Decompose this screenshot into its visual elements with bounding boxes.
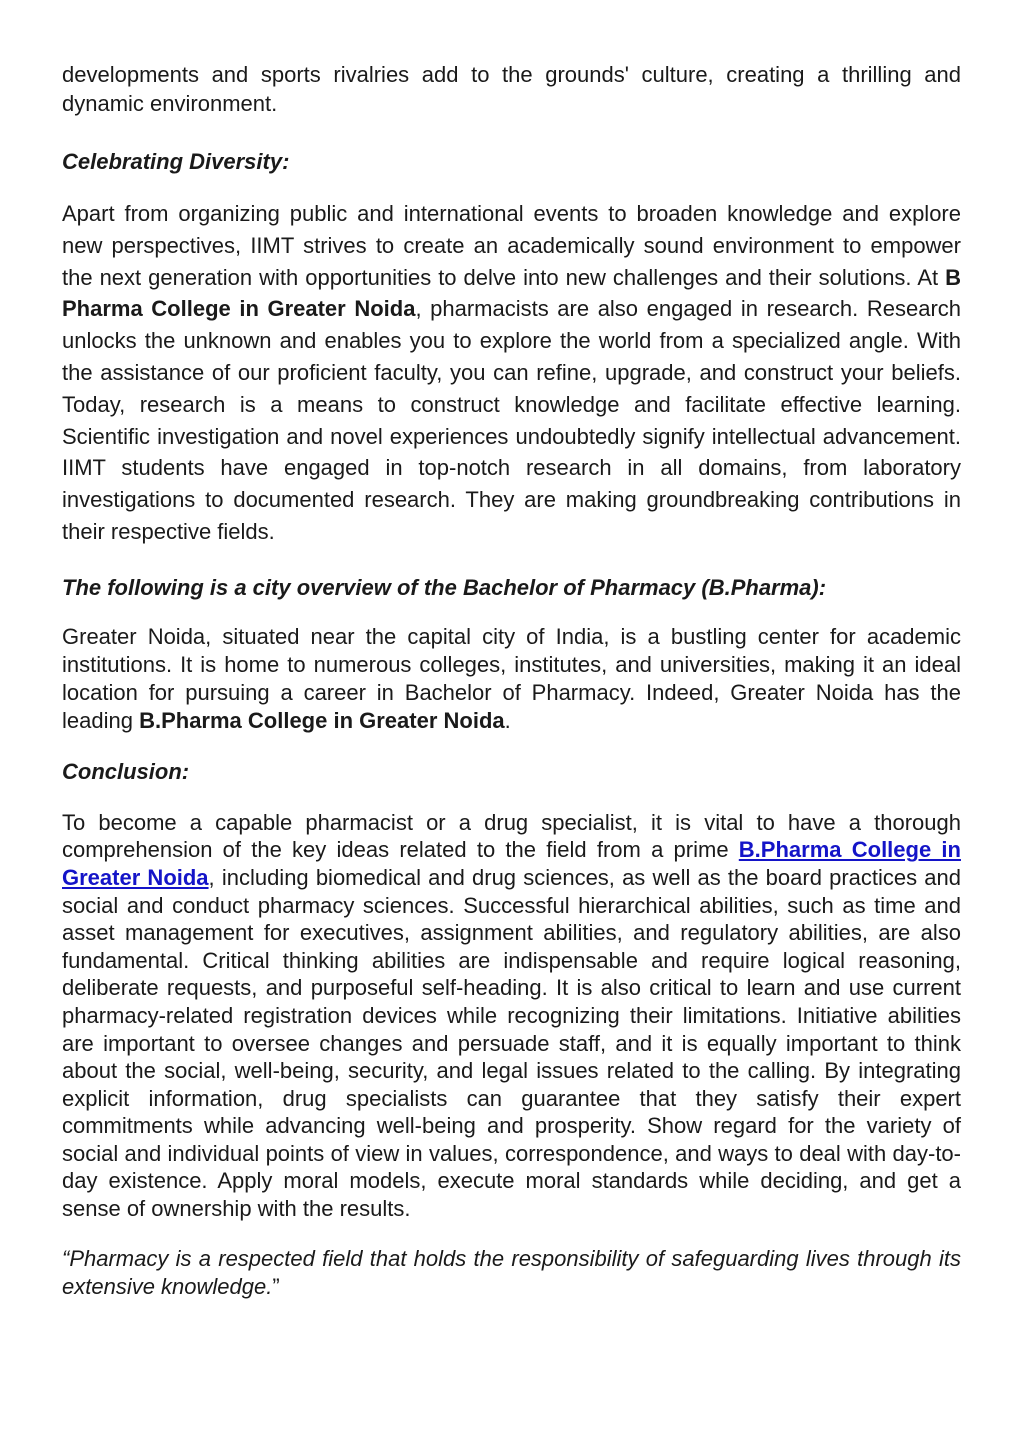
quote-close-mark: ” xyxy=(272,1273,280,1299)
diversity-paragraph xyxy=(62,198,961,548)
college-link[interactable]: B.Pharma College in Greater Noida xyxy=(62,837,961,890)
diversity-text-start: Apart from organizing public and international events to broaden knowledge and explore new perspectives, IIMT strives to create an academically sound environment to empower the next generation with opportunities to delve into new challenges and their solutions. At xyxy=(62,201,961,290)
conclusion-paragraph xyxy=(62,809,961,1223)
conclusion-heading: Conclusion: xyxy=(62,758,190,784)
document-page xyxy=(62,60,961,1301)
city-text-start: Greater Noida, situated near the capital city of India, is a bustling center for academic institutions. It is home to numerous colleges, institutes, and universities, making it an ideal location for pursuing a career in Bachelor of Pharmacy. Indeed, Greater Noida has the leading xyxy=(62,623,961,733)
conclusion-text-start: To become a capable pharmacist or a drug specialist, it is vital to have a thorough comprehension of the key ideas related to the field from a prime xyxy=(62,809,961,863)
conclusion-text-end: , including biomedical and drug sciences, as well as the board practices and social and conduct pharmacy sciences. Successful hierarchical abilities, such as time and asset management for executives, assignment abilities, and regulatory abilities, are also fundamental. Critical thinking abilities are indispensable and require logical reasoning, deliberate requests, and purposeful self-heading. It is also critical to learn and use current pharmacy-related registration devices while recognizing their limitations. Initiative abilities are important to oversee changes and persuade staff, and it is equally important to think about the social, well-being, security, and legal issues related to the calling. By integrating explicit information, drug specialists can guarantee that they satisfy their expert commitments while advancing well-being and prosperity. Show regard for the variety of social and individual points of view in values, correspondence, and ways to deal with day-to-day existence. Apply moral models, execute moral standards while deciding, and get a sense of ownership with the results. xyxy=(62,864,961,1222)
city-bold-term: B.Pharma College in Greater Noida xyxy=(139,707,505,733)
city-paragraph xyxy=(62,623,961,735)
intro-paragraph: developments and sports rivalries add to the grounds' culture, creating a thrilling and dynamic environment. xyxy=(62,62,961,116)
quote-text: “Pharmacy is a respected field that holds the responsibility of safeguarding lives through its extensive knowledge. xyxy=(62,1245,961,1299)
diversity-heading: Celebrating Diversity: xyxy=(62,149,290,174)
diversity-text-end: , pharmacists are also engaged in research. Research unlocks the unknown and enables you to explore the world from a specialized angle. With the assistance of our proficient faculty, you can refine, upgrade, and construct your beliefs. Today, research is a means to construct knowledge and facilitate effective learning. Scientific investigation and novel experiences undoubtedly signify intellectual advancement. IIMT students have engaged in top-notch research in all domains, from laboratory investigations to documented research. They are making groundbreaking contributions in their respective fields. xyxy=(62,296,962,544)
diversity-bold-term: B Pharma College in Greater Noida xyxy=(62,264,961,322)
city-text-end: . xyxy=(504,707,511,733)
city-heading: The following is a city overview of the Bachelor of Pharmacy (B.Pharma): xyxy=(62,574,827,600)
closing-quote xyxy=(62,1245,961,1301)
